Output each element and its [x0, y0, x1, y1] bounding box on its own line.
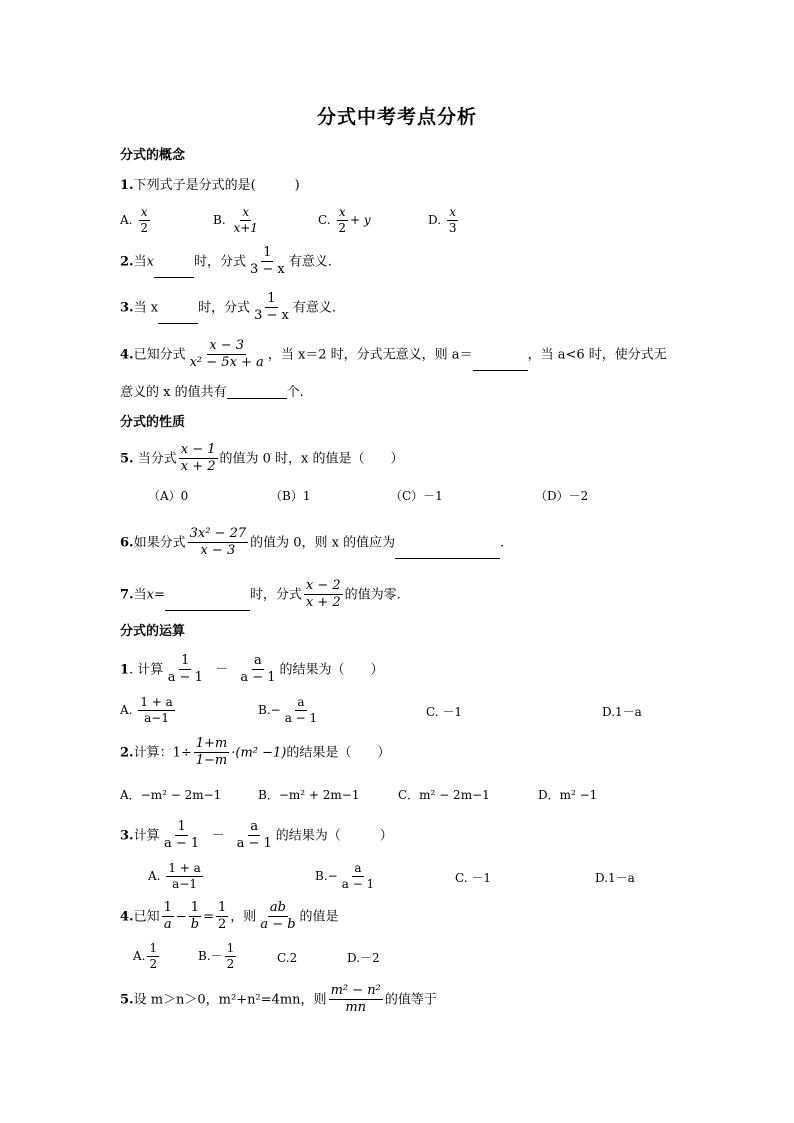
text: 计算: [133, 828, 160, 844]
answer-blank[interactable]: [158, 311, 198, 324]
denominator: 2: [218, 917, 227, 933]
denominator: 2: [140, 221, 148, 236]
fraction: [188, 339, 266, 371]
text: =: [153, 587, 165, 603]
q1-option-a: [120, 206, 152, 235]
denominator: 3: [448, 221, 457, 236]
question-6: [120, 527, 504, 559]
text: 当 x: [133, 300, 159, 316]
fraction: [304, 579, 343, 611]
text: ，当 x＝2 时，分式无意义，则 a＝: [267, 347, 473, 363]
fraction: [447, 206, 459, 235]
fraction: [188, 527, 249, 559]
question-number: 5.: [120, 992, 134, 1008]
numerator: a: [352, 862, 363, 877]
denominator: x² − 5x + a: [189, 355, 264, 371]
answer-blank[interactable]: [227, 386, 287, 399]
numerator: m² − n²: [329, 984, 383, 1000]
numerator: x − 3: [207, 339, 246, 355]
question-5: [120, 443, 404, 475]
denominator: a − 1: [164, 836, 200, 852]
text: .: [500, 535, 505, 551]
o4-option-c: C.2: [277, 951, 298, 965]
denominator: a − 1: [236, 836, 272, 852]
expression: ·(m² −1): [231, 745, 287, 761]
option-tail: + y: [350, 213, 371, 228]
o1-option-b: [258, 696, 321, 725]
answer-blank[interactable]: [165, 598, 250, 611]
numerator: a: [248, 820, 260, 836]
text: 已知分式: [133, 347, 186, 363]
text: 已知: [133, 909, 160, 925]
fraction: [336, 206, 348, 235]
operator: −: [175, 909, 187, 925]
fraction: [194, 737, 230, 769]
denominator: b: [190, 917, 200, 933]
fraction: [329, 984, 383, 1016]
denominator: a−1: [172, 877, 197, 892]
operator: －: [211, 828, 225, 844]
fraction: [252, 292, 291, 324]
denominator: a − 1: [341, 877, 375, 892]
fraction: [179, 443, 218, 475]
denominator: x + 2: [180, 459, 216, 475]
numerator: 3x² − 27: [188, 527, 249, 543]
numerator: x: [139, 206, 150, 221]
numerator: 1 + a: [138, 696, 174, 711]
question-number: 7.: [120, 587, 134, 603]
text: 时，分式: [193, 254, 246, 270]
denominator: a: [163, 917, 172, 933]
option-label: B.: [213, 213, 226, 228]
text: 的结果为（ ）: [279, 662, 384, 678]
question-number: 5.: [120, 451, 134, 467]
question-2: [120, 246, 332, 278]
option-label: A.: [120, 213, 133, 228]
text: 当分式: [137, 451, 177, 467]
o2-option-b: B．−m² + 2m−1: [258, 788, 360, 802]
o3-option-a: [148, 862, 205, 891]
o2-option-a: A．−m² − 2m−1: [120, 788, 222, 802]
denominator: a − 1: [284, 711, 318, 726]
section-heading-property: 分式的性质: [120, 415, 186, 430]
numerator: x − 1: [179, 443, 218, 459]
numerator: ab: [268, 901, 288, 917]
fraction: [189, 901, 201, 933]
denominator: 2: [149, 957, 158, 972]
o1-option-c: C. －1: [426, 705, 463, 719]
denominator: 2: [338, 221, 347, 236]
numerator: x: [447, 206, 458, 221]
question-number: 4.: [120, 909, 134, 925]
denominator: 3 − x: [249, 262, 285, 278]
numerator: 1: [147, 942, 159, 957]
numerator: 1: [162, 901, 174, 917]
operator: －: [215, 662, 229, 678]
numerator: 1: [189, 901, 201, 917]
q1-option-c: [318, 206, 371, 235]
option-label: B.－: [198, 949, 223, 964]
question-number: 1: [120, 662, 130, 678]
numerator: 1: [179, 654, 191, 670]
option-label: A.: [133, 949, 146, 964]
text: 意义的 x 的值共有: [120, 385, 227, 400]
q1-option-d: [428, 206, 460, 235]
denominator: x − 3: [200, 543, 236, 559]
option-label: B.: [315, 869, 328, 884]
text: 如果分式: [133, 535, 186, 551]
denominator: a − 1: [167, 670, 203, 686]
question-number: 3.: [120, 300, 134, 316]
option-label: A.: [120, 703, 133, 718]
text: 时，分式: [249, 587, 302, 603]
o2-option-c: C．m² − 2m−1: [398, 788, 490, 802]
text: 的值为零.: [344, 587, 401, 603]
answer-blank[interactable]: [154, 265, 194, 278]
text: 有意义.: [292, 300, 336, 316]
numerator: a: [252, 654, 264, 670]
answer-blank[interactable]: [473, 358, 528, 371]
numerator: 1: [261, 246, 273, 262]
question-number: 3.: [120, 828, 134, 844]
denominator: a−1: [144, 711, 169, 726]
text: 时，分式: [198, 300, 251, 316]
o1-option-a: [120, 696, 177, 725]
sign: −: [327, 869, 338, 884]
answer-blank[interactable]: [395, 546, 500, 559]
option-label: C.: [318, 213, 331, 228]
q5-option-a: （A）0: [148, 489, 189, 503]
question-text: 下列式子是分式的是( ): [133, 178, 300, 193]
numerator: x: [240, 206, 251, 221]
question-number: 2.: [120, 254, 134, 270]
question-7: [120, 579, 401, 611]
text: 的结果是（ ）: [286, 745, 391, 761]
o3-option-d: D.1－a: [595, 871, 635, 885]
text: 计算：1÷: [133, 745, 192, 761]
text: 的值等于: [384, 992, 437, 1008]
fraction: [138, 696, 174, 725]
operation-question-3: [120, 820, 393, 852]
text: 当: [133, 587, 147, 603]
numerator: x − 2: [304, 579, 343, 595]
text: 的值是: [299, 909, 339, 925]
o3-option-c: C. －1: [455, 871, 492, 885]
variable: x: [146, 587, 154, 603]
text: 的结果为（ ）: [275, 828, 393, 844]
numerator: 1: [175, 820, 187, 836]
section-heading-operation: 分式的运算: [120, 624, 186, 639]
denominator: x + 2: [305, 595, 341, 611]
variable: x: [146, 254, 154, 270]
o4-option-a: [133, 942, 161, 971]
q5-option-c: （C）－1: [390, 489, 443, 503]
operation-question-1: [120, 654, 384, 686]
fraction: [138, 206, 150, 235]
fraction: [162, 820, 202, 852]
question-number: 6.: [120, 535, 134, 551]
operation-question-5: [120, 984, 437, 1016]
denominator: a − 1: [240, 670, 276, 686]
o1-option-d: D.1－a: [602, 705, 642, 719]
page-title: 分式中考考点分析: [316, 106, 477, 128]
question-3: [120, 292, 336, 324]
numerator: x: [337, 206, 348, 221]
q1-option-b: [213, 206, 262, 235]
text: 的值为 0，则 x 的值应为: [250, 535, 396, 551]
fraction: [238, 654, 277, 686]
numerator: 1+m: [194, 737, 230, 753]
denominator: x+1: [233, 221, 258, 236]
question-number: 1.: [120, 178, 134, 193]
fraction: [166, 862, 202, 891]
denominator: 2: [226, 957, 235, 972]
o3-option-b: [315, 862, 378, 891]
text: . 计算: [129, 662, 164, 678]
fraction: [248, 246, 287, 278]
fraction: [340, 862, 376, 891]
text: ，则: [230, 909, 257, 925]
o4-option-d: D.－2: [347, 951, 380, 965]
option-label: B.: [258, 703, 271, 718]
operation-question-4: [120, 901, 339, 933]
text: ，当 a<6 时，使分式无: [527, 347, 667, 363]
denominator: 3 − x: [254, 308, 289, 324]
denominator: mn: [345, 1000, 367, 1016]
fraction: [147, 942, 159, 971]
fraction: [165, 654, 205, 686]
denominator: a − b: [260, 917, 296, 933]
fraction: [216, 901, 228, 933]
option-label: D.: [428, 213, 442, 228]
text: 设 m＞n＞0，m²+n²=4mn，则: [133, 992, 327, 1008]
numerator: 1: [216, 901, 228, 917]
operator: =: [203, 909, 215, 925]
q5-option-d: （D）－2: [535, 489, 589, 503]
operation-question-2: [120, 737, 390, 769]
question-number: 2.: [120, 745, 134, 761]
section-heading-concept: 分式的概念: [120, 148, 186, 163]
fraction: [162, 901, 174, 933]
option-label: A.: [148, 869, 161, 884]
q5-option-b: （B）1: [270, 489, 311, 503]
text: 当: [133, 254, 147, 270]
question-number: 4.: [120, 347, 134, 363]
question-4-line-2: [120, 386, 304, 399]
numerator: 1: [265, 292, 277, 308]
numerator: 1: [225, 942, 237, 957]
question-4: [120, 339, 667, 371]
o4-option-b: [198, 942, 238, 971]
question-1: [120, 179, 300, 192]
text: 有意义.: [288, 254, 332, 270]
fraction: [225, 942, 237, 971]
denominator: 1−m: [195, 753, 228, 769]
text: 个.: [286, 385, 304, 400]
numerator: a: [295, 696, 306, 711]
numerator: 1 + a: [166, 862, 202, 877]
fraction: [235, 820, 274, 852]
fraction: [283, 696, 319, 725]
o2-option-d: D．m² −1: [538, 788, 598, 802]
sign: −: [270, 703, 281, 718]
fraction: [231, 206, 259, 235]
fraction: [258, 901, 297, 933]
text: 的值为 0 时，x 的值是（ ）: [219, 451, 404, 467]
